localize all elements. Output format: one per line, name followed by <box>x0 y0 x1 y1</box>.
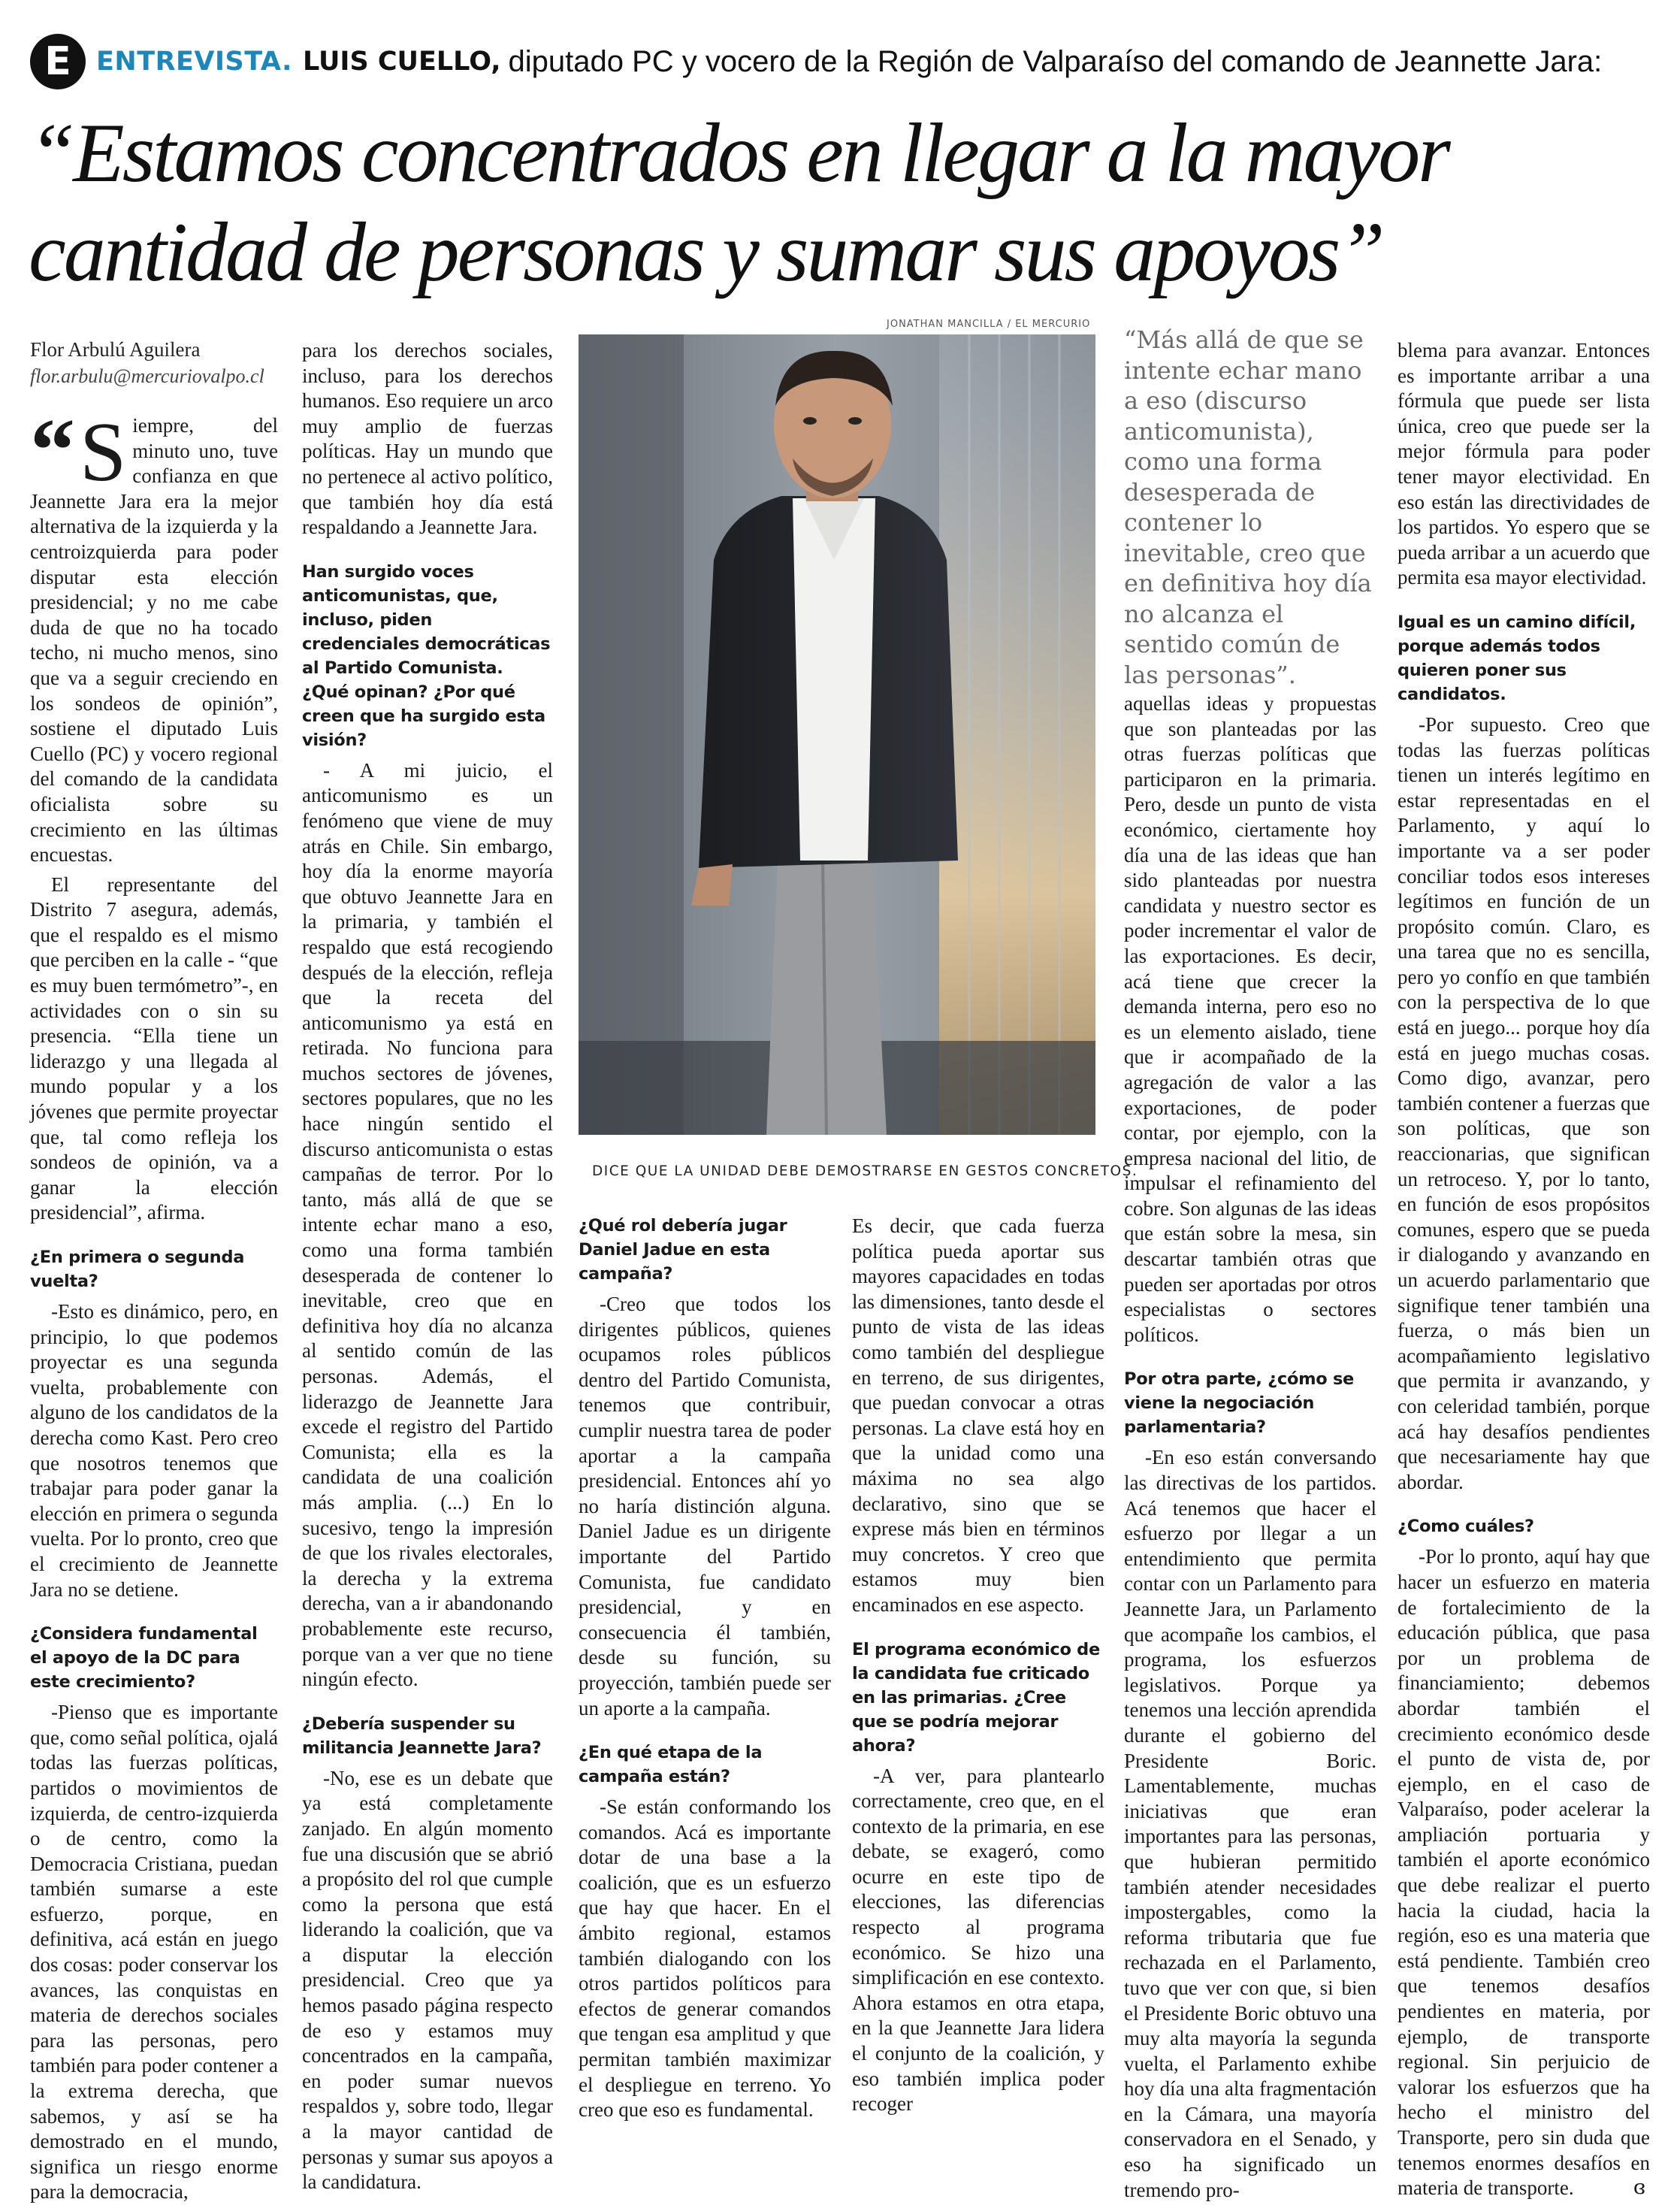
article-column-5 <box>1124 691 1376 2201</box>
article-column-6 <box>1397 338 1650 2200</box>
body-paragraph: El representante del Distrito 7 asegura, además, que el respaldo es el mismo que perciben en la calle - “que es muy buen termómetro”-, en actividades con o sin su presencia. “Ella tiene un liderazgo y una llegada al mundo popular y a los jóvenes que permite proyectar que, tal como refleja los sondeos de opinión, va a ganar la elección presidencial”, afirma. <box>30 873 278 1224</box>
photo-caption: DICE QUE LA UNIDAD DEBE DEMOSTRARSE EN GESTOS CONCRETOS. <box>592 1163 1138 1179</box>
article-column-3 <box>579 1214 831 2122</box>
interview-answer: -Creo que todos los dirigentes públicos, quienes ocupamos roles públicos dentro del Partido Comunista, tenemos que contribuir, cumplir nuestra tarea de poder aportar a la campaña presidencial. Entonces ahí yo no haría distinción alguna. Daniel Jadue es un dirigente importante del Partido Comunista, fue candidato presidencial, y en consecuencia él también, desde su función, su proyección, también puede ser un aporte a la campaña. <box>579 1293 831 1720</box>
interview-answer: -Por supuesto. Creo que todas las fuerzas políticas tienen un interés legítimo en estar representadas en el Parlamento, y aquí lo importante va a ser poder conciliar todos esos intereses legítimos en función de un propósito común. Claro, es una tarea que no es sencilla, pero yo confío en que también con la perspectiva de lo que está en juego... porque hoy día está en juego muchas cosas. Como digo, avanzar, pero también contener a fuerzas que son políticas, que son reaccionarias, que significan un retroceso. Y, por lo tanto, en función de esos propósitos comunes, espero que se pueda ir dialogando y avanzando en un acuerdo parlamentario que signifique tener también una fuerza, o más bien un acompañamiento legislativo que permita ir avanzando, y con celeridad también, porque acá hay desafíos pendientes que necesariamente hay que abordar. <box>1397 712 1650 1493</box>
interview-answer: -A ver, para plantearlo correctamente, creo que, en el contexto de la primaria, en ese debate, se exageró, como ocurre en este tipo de elecciones, las diferencias respecto al programa económico. Se hizo una simplificación en ese contexto. Ahora estamos en otra etapa, en la que Jeannette Jara lidera el conjunto de la coalición, y eso también implica poder recoger <box>852 1764 1104 2116</box>
interview-answer: -Pienso que es importante que, como señal política, ojalá todas las fuerzas políticas, partidos o movimientos de izquierda, de centro-izquierda o de centro, como la Democracia Cristiana, puedan también sumarse a este esfuerzo, porque, en definitiva, acá están en juego dos cosas: poder conservar los avances, las conquistas en materia de derechos sociales para las personas, pero también para poder contener a la extrema derecha, que sabemos, y así se ha demostrado en el mundo, significa un riesgo enorme para la democracia, <box>30 1701 278 2203</box>
interview-question: El programa económico de la candidata fue criticado en las primarias. ¿Cree que se podría mejorar ahora? <box>852 1639 1100 1756</box>
interview-answer: -En eso están conversando las directivas de los partidos. Acá tenemos que hacer el esfuerzo por llegar a un entendimiento que permita contar con un Parlamento para Jeannette Jara, un Parlamento que acompañe los cambios, el programa, los esfuerzos legislativos. Porque ya tenemos una lección aprendida durante el gobierno del Presidente Boric. Lamentablemente, muchas iniciativas que eran importantes para las personas, que hubieran permitido también atender necesidades impostergables, como la reforma tributaria que fue rechazada en el Parlamento, tuvo que ver con que, si bien el Presidente Boric obtuvo una muy alta mayoría la segunda vuelta, el Parlamento exhibe hoy día una alta fragmentación en la Cámara, una mayoría conservadora en el Senado, y eso ha significado un tremendo pro- <box>1124 1446 1376 2201</box>
pull-quote: “Más allá de que se intente echar mano a eso (discurso anticomunista), como una forma desesperada de contener lo inevitable, creo que en definitiva hoy día no alcanza el sentido común de las personas”. <box>1124 325 1372 689</box>
body-paragraph: para los derechos sociales, incluso, para los derechos humanos. Eso requiere un arco muy amplio de fuerzas políticas. Hay un mundo que no pertenece al activo político, que también hoy día está respaldando a Jeannette Jara. <box>302 339 553 539</box>
interview-question: Igual es un camino difícil, porque además todos quieren poner sus candidatos. <box>1397 612 1636 704</box>
body-paragraph: blema para avanzar. Entonces es importante arribar a una fórmula que puede ser lista única, creo que puede ser la mejor fórmula para poder tener mayor electividad. En eso están las directividades de los partidos. Yo espero que se pueda arribar a un acuerdo que permita esa mayor electividad. <box>1397 339 1650 589</box>
article-column-1 <box>30 400 278 2203</box>
body-paragraph: Es decir, que cada fuerza política pueda aportar sus mayores capacidades en todas las dimensiones, tanto desde el punto de vista de las ideas como también del despliegue en terreno, de sus dirigentes, que puedan convocar a otras personas. La clave está hoy en que la unidad como una máxima no sea algo declarativo, sino que se exprese más bien en términos muy concretos. Y creo que estamos muy bien encaminados en ese aspecto. <box>852 1214 1104 1616</box>
photo-credit: JONATHAN MANCILLA / EL MERCURIO <box>887 319 1091 330</box>
interview-question: ¿Debería suspender su militancia Jeannette Jara? <box>302 1713 542 1758</box>
interview-question: ¿En primera o segunda vuelta? <box>30 1248 245 1291</box>
interview-question: Por otra parte, ¿cómo se viene la negociación parlamentaria? <box>1124 1369 1355 1438</box>
interview-answer: -Se están conformando los comandos. Acá es importante dotar de una base a la coalición, que es un esfuerzo que hay que hacer. En el ámbito regional, estamos también dialogando con los otros partidos políticos para efectos de generar comandos que tengan esa amplitud y que permitan también maximizar el despliegue en terreno. Yo creo que eso es fundamental. <box>579 1795 831 2122</box>
interview-question: ¿Considera fundamental el apoyo de la DC para este crecimiento? <box>30 1624 258 1692</box>
interview-question: ¿Qué rol debería jugar Daniel Jadue en esta campaña? <box>579 1216 787 1284</box>
section-badge: E <box>30 34 86 89</box>
opening-paragraph <box>30 400 278 868</box>
article-column-2 <box>302 338 553 2194</box>
opening-quote-mark: “ <box>30 400 75 500</box>
interview-question: ¿En qué etapa de la campaña están? <box>579 1743 763 1787</box>
interview-answer: -No, ese es un debate que ya está completamente zanjado. En algún momento fue una discusión que se abrió a propósito del rol que cumple como la persona que está liderando la coalición, que va a disputar la elección presidencial. Creo que ya hemos pasado página respecto de eso y estamos muy concentrados en la campaña, en poder sumar nuevos respaldos y, sobre todo, llegar a la mayor cantidad de personas y sumar sus apoyos a la candidatura. <box>302 1766 553 2194</box>
end-of-article-mark: ɞ <box>1633 2176 1645 2200</box>
interview-answer: -Esto es dinámico, pero, en principio, lo que podemos proyectar es una segunda vuelta, probablemente con alguno de los candidatos de la derecha como Kast. Pero creo que nosotros tenemos que trabajar para poder ganar la elección en primera o segunda vuelta. Por lo pronto, creo que el crecimiento de Jeannette Jara no se detiene. <box>30 1300 278 1601</box>
article-column-4 <box>852 1214 1104 2116</box>
drop-cap: S <box>80 406 127 499</box>
opening-text: iempre, del minuto uno, tuve confianza en que Jeannette Jara era la mejor alternativa de la izquierda y la centroizquierda para poder disputar esta elección presidencial; y no me cabe duda de que no ha tocado techo, ni mucho menos, sino que va a seguir creciendo en los sondeos de opinión”, sostiene el diputado Luis Cuello (PC) y vocero regional del comando de la candidata oficialista sobre su crecimiento en las últimas encuestas. <box>30 414 278 867</box>
body-paragraph: aquellas ideas y propuestas que son planteadas por las otras fuerzas políticas que participaron en la primaria. Pero, desde un punto de vista económico, ciertamente hoy día una de las ideas que han sido planteadas por nuestra candidata y nuestro sector es poder incrementar el valor de las exportaciones. Es decir, acá tiene que crecer la demanda interna, pero eso no es un elemento aislado, tiene que ir acompañado de la agregación de valor a las exportaciones, de poder contar, por ejemplo, con la empresa nacional del litio, de impulsar el refinamiento del cobre. Son algunas de las ideas que están sobre la mesa, sin descartar también otras que pueden ser aportadas por otros especialistas o sectores políticos. <box>1124 692 1376 1346</box>
interviewee-name: LUIS CUELLO, <box>302 47 501 77</box>
interview-answer <box>1397 1544 1650 2200</box>
byline-email: flor.arbulu@mercuriovalpo.cl <box>30 365 264 387</box>
interview-question: ¿Como cuáles? <box>1397 1517 1534 1537</box>
headline: “Estamos concentrados en llegar a la mayor cantidad de personas y sumar sus apoyos” <box>29 107 1449 299</box>
interviewee-photo <box>579 334 1095 1135</box>
interview-question: Han surgido voces anticomunistas, que, incluso, piden credenciales democráticas al Partido Comunista. ¿Qué opinan? ¿Por qué creen que ha surgido esta visión? <box>302 561 551 750</box>
kicker <box>30 27 1602 96</box>
answer-text: -Por lo pronto, aquí hay que hacer un esfuerzo en materia de fortalecimiento de la educación pública, que pasa por un problema de financiamiento; debemos abordar también el crecimiento económico desde el punto de vista de, por ejemplo, en el caso de Valparaíso, poder acelerar la ampliación portuaria y también el aporte económico que debe realizar el puerto hacia la ciudad, hacia la región, eso es una materia que está pendiente. También creo que tenemos desafíos pendientes en materia, por ejemplo, de transporte regional. Sin perjuicio de valorar los esfuerzos que ha hecho el ministro del Transporte, pero sin duda que tenemos enormes desafíos en materia de transporte. <box>1397 1545 1650 2200</box>
byline-author: Flor Arbulú Aguilera <box>30 338 201 361</box>
interview-answer: - A mi juicio, el anticomunismo es un fenómeno que viene de muy atrás en Chile. Sin embargo, hoy día la enorme mayoría que obtuvo Jeannette Jara en la primaria, y también el respaldo que está recogiendo después de la elección, refleja que la receta del anticomunismo ya está en retirada. No funciona para muchos sectores de jóvenes, sectores populares, que no les hace ningún sentido el discurso anticomunista o estas campañas de terror. Por lo tanto, más allá de que se intente echar mano a eso, como una forma también desesperada de contener lo inevitable, creo que en definitiva hoy día no alcanza al sentido común de las personas. Además, el liderazgo de Jeannette Jara excede el registro del Partido Comunista; ella es la candidata de una coalición más amplia. (...) En lo sucesivo, tengo la impresión de que los rivales electorales, la derecha y la extrema derecha, van a ir abandonando probablemente este recurso, porque van a ver que no tiene ningún efecto. <box>302 758 553 1691</box>
portrait-illustration <box>579 334 1095 1135</box>
interviewee-description: diputado PC y vocero de la Región de Valparaíso del comando de Jeannette Jara: <box>508 44 1603 78</box>
section-label: ENTREVISTA. <box>96 47 292 77</box>
